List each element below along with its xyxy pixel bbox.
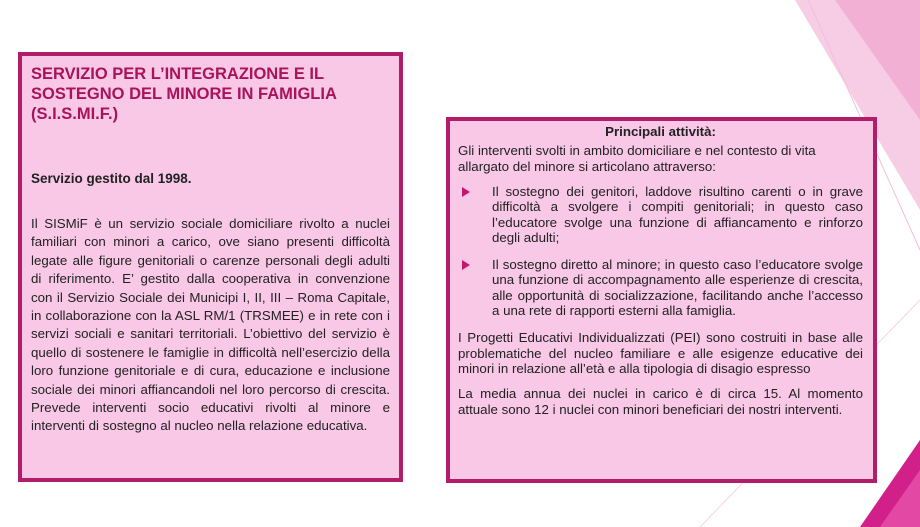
pei-paragraph: I Progetti Educativi Individualizzati (PEI) sono costruiti in base alle problematiche del nucleo familiare e alle esigenze educative dei minori in relazione all’età e alla tipologia di disagio espresso — [458, 330, 863, 376]
activities-list — [458, 184, 863, 318]
list-item — [458, 257, 863, 318]
service-title: SERVIZIO PER L’INTEGRAZIONE E IL SOSTEGNO DEL MINORE IN FAMIGLIA (S.I.S.MI.F.) — [31, 65, 337, 123]
activities-intro: Gli interventi svolti in ambito domiciliare e nel contesto di vita allargato del minore si articolano attraverso: — [458, 143, 816, 174]
triangle-bullet-icon — [462, 187, 470, 197]
list-item-text: Il sostegno diretto al minore; in questo caso l’educatore svolge una funzione di accompagnamento alle esperienze di crescita, alle opportunità di socializzazione, facilitando anche l’accesso a una rete di rapporti esterni alla famiglia. — [492, 257, 863, 319]
activities-title: Principali attività: — [605, 124, 716, 139]
triangle-bullet-icon — [462, 260, 470, 270]
stats-paragraph: La media annua dei nuclei in carico è di circa 15. Al momento attuale sono 12 i nuclei con minori beneficiari dei nostri interventi. — [458, 386, 863, 417]
service-info-panel — [18, 52, 403, 482]
list-item-text: Il sostegno dei genitori, laddove risultino carenti o in grave difficoltà a svolgere i compiti genitoriali; in questo caso l’educatore svolge una funzione di affiancamento e rinforzo degli adulti; — [492, 184, 863, 245]
managed-since-text: Servizio gestito dal 1998. — [31, 171, 192, 186]
main-activities-panel — [446, 117, 877, 483]
service-description: Il SISMiF è un servizio sociale domiciliare rivolto a nuclei familiari con minori a carico, ove siano presenti difficoltà legate alle figure genitoriali o carenze personali degli adulti di riferimento. E’ gestito dalla cooperativa in convenzione con il Servizio Sociale dei Municipi I, II, III – Roma Capitale, in collaborazione con la ASL RM/1 (TRSMEE) e in rete con i servizi sociali e sanitari territoriali. L’obiettivo del servizio è quello di sostenere le famiglie in difficoltà nell’esercizio della loro funzione genitoriale e di cura, educazione e inclusione sociale dei minori affiancandoli nel loro percorso di crescita. Prevede interventi socio educativi rivolti al minore e interventi di sostegno al nucleo nella relazione educativa. — [31, 216, 390, 434]
list-item — [458, 184, 863, 245]
